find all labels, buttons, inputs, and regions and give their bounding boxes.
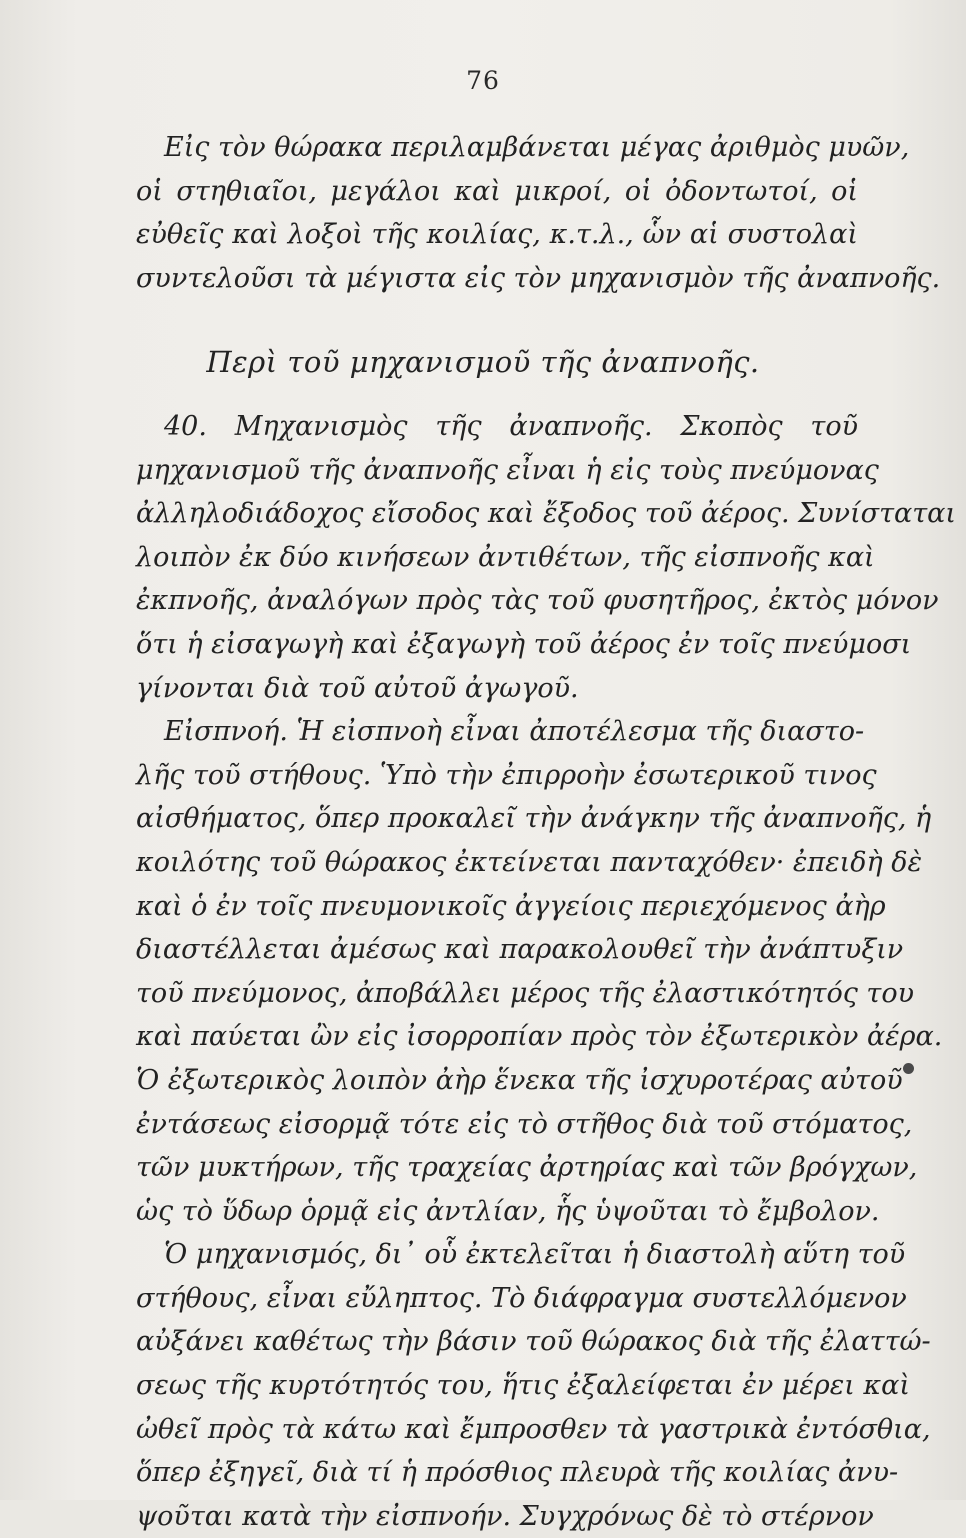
text-line: ὠθεῖ πρὸς τὰ κάτω καὶ ἔμπροσθεν τὰ γαστρικὰ ἐντόσθια, [136, 1413, 931, 1445]
text-line: ὡς τὸ ὕδωρ ὁρμᾷ εἰς ἀντλίαν, ἧς ὑψοῦται τὸ ἔμβολον. [136, 1195, 880, 1227]
margin-ink-dot [903, 1063, 914, 1074]
text-line: αὐξάνει καθέτως τὴν βάσιν τοῦ θώρακος διὰ τῆς ἐλαττώ- [136, 1326, 931, 1358]
text-line: συντελοῦσι τὰ μέγιστα εἰς τὸν μηχανισμὸν τῆς ἀναπνοῆς. [136, 262, 941, 294]
text-line: Εἰσπνοή. Ἡ εἰσπνοὴ εἶναι ἀποτέλεσμα τῆς διαστο- [164, 716, 865, 748]
text-line: ὅτι ἡ εἰσαγωγὴ καὶ ἐξαγωγὴ τοῦ ἀέρος ἐν τοῖς πνεύμοσι [136, 628, 912, 660]
text-line: αἰσθήματος, ὅπερ προκαλεῖ τὴν ἀνάγκην τῆς ἀναπνοῆς, ἡ [136, 803, 932, 835]
text-line: λῆς τοῦ στήθους. Ὑπὸ τὴν ἐπιρροὴν ἐσωτερικοῦ τινος [136, 759, 877, 791]
text-line: τῶν μυκτήρων, τῆς τραχείας ἀρτηρίας καὶ τῶν βρόγχων, [136, 1152, 918, 1184]
text-line: ἐντάσεως εἰσορμᾷ τότε εἰς τὸ στῆθος διὰ τοῦ στόματος, [136, 1108, 913, 1140]
text-line: 40. Μηχανισμὸς τῆς ἀναπνοῆς. Σκοπὸς τοῦ [164, 411, 858, 442]
text-line: Ὁ μηχανισμός, δι᾽ οὗ ἐκτελεῖται ἡ διαστολὴ αὕτη τοῦ [164, 1239, 906, 1271]
text-line: σεως τῆς κυρτότητός του, ἥτις ἐξαλείφεται ἐν μέρει καὶ [136, 1370, 910, 1402]
intro-paragraph [136, 126, 941, 300]
text-line: Ὁ ἐξωτερικὸς λοιπὸν ἀὴρ ἕνεκα τῆς ἰσχυροτέρας αὐτοῦ [136, 1064, 903, 1096]
text-line: Εἰς τὸν θώρακα περιλαμβάνεται μέγας ἀριθμὸς μυῶν, [164, 132, 910, 163]
text-line: ἐκπνοῆς, ἀναλόγων πρὸς τὰς τοῦ φυσητῆρος, ἐκτὸς μόνον [136, 585, 939, 617]
text-line: ὅπερ ἐξηγεῖ, διὰ τί ἡ πρόσθιος πλευρὰ τῆς κοιλίας ἀνυ- [136, 1457, 899, 1489]
main-text [136, 405, 957, 1538]
text-line: εὐθεῖς καὶ λοξοὶ τῆς κοιλίας, κ.τ.λ., ὧν αἱ συστολαὶ [136, 219, 858, 251]
text-line: ψοῦται κατὰ τὴν εἰσπνοήν. Συγχρόνως δὲ τὸ στέρνον [136, 1500, 874, 1532]
text-line: διαστέλλεται ἀμέσως καὶ παρακολουθεῖ τὴν ἀνάπτυξιν [136, 934, 904, 966]
text-line: οἱ στηθιαῖοι, μεγάλοι καὶ μικροί, οἱ ὀδοντωτοί, οἱ [136, 175, 858, 207]
text-line: καὶ ὁ ἐν τοῖς πνευμονικοῖς ἀγγείοις περιεχόμενος ἀὴρ [136, 890, 886, 922]
text-line: κοιλότης τοῦ θώρακος ἐκτείνεται πανταχόθεν· ἐπειδὴ δὲ [136, 846, 922, 878]
page-number: 76 [466, 66, 500, 95]
text-line: στήθους, εἶναι εὔληπτος. Τὸ διάφραγμα συστελλόμενον [136, 1282, 907, 1314]
section-heading: Περὶ τοῦ μηχανισμοῦ τῆς ἀναπνοῆς. [206, 345, 760, 379]
text-line: λοιπὸν ἐκ δύο κινήσεων ἀντιθέτων, τῆς εἰσπνοῆς καὶ [136, 541, 875, 573]
text-line: καὶ παύεται ὢν εἰς ἰσορροπίαν πρὸς τὸν ἐξωτερικὸν ἀέρα. [136, 1021, 943, 1053]
text-line: γίνονται διὰ τοῦ αὐτοῦ ἀγωγοῦ. [136, 672, 579, 704]
text-line: τοῦ πνεύμονος, ἀποβάλλει μέρος τῆς ἐλαστικότητός του [136, 977, 915, 1009]
text-line: ἀλληλοδιάδοχος εἴσοδος καὶ ἔξοδος τοῦ ἀέρος. Συνίσταται [136, 498, 957, 530]
text-line: μηχανισμοῦ τῆς ἀναπνοῆς εἶναι ἡ εἰς τοὺς πνεύμονας [136, 454, 879, 486]
